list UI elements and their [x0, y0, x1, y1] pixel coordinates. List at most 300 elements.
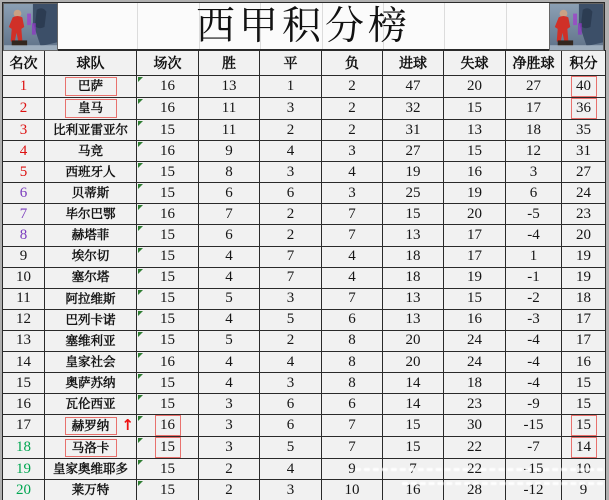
cell-rank-value: 16: [16, 395, 31, 412]
cell-draw: [260, 352, 322, 373]
cell-goal-diff: [506, 162, 562, 183]
cell-goal-diff: [506, 225, 562, 246]
cell-played: [137, 141, 199, 162]
cell-rank: [3, 162, 45, 183]
cell-win: [199, 141, 260, 162]
table-row: [3, 98, 606, 120]
footballer-photo-right-icon: [549, 3, 604, 51]
cell-loss-value: 2: [348, 78, 356, 94]
cell-goal-diff-value: -3: [527, 311, 540, 328]
cell-goal-diff-value: -4: [527, 332, 540, 349]
cell-played-value: 16: [160, 353, 175, 370]
cell-team-value: 比利亚雷亚尔: [52, 122, 128, 137]
cell-played-value: 15: [155, 437, 181, 458]
cell-draw: [260, 415, 322, 437]
cell-rank-value: 2: [19, 100, 28, 116]
cell-goals-for-value: 14: [405, 395, 421, 412]
cell-goals-against: [444, 162, 506, 183]
table-row: [3, 183, 606, 204]
table-row: [3, 394, 606, 415]
cell-draw-value: 3: [286, 290, 295, 307]
cell-rank-value: 8: [19, 227, 28, 244]
cell-goal-diff: [506, 309, 562, 330]
cell-played-value: 15: [160, 290, 175, 307]
cell-goals-against: [444, 352, 506, 373]
cell-points-value: 36: [571, 98, 597, 119]
cell-goals-for: [383, 204, 444, 225]
cell-played: [137, 76, 199, 98]
cell-goal-diff: [506, 98, 562, 120]
cell-rank-value: 4: [19, 142, 28, 159]
cell-draw-value: 2: [286, 332, 295, 349]
cell-draw-value: 4: [286, 142, 295, 159]
cell-points: [562, 437, 606, 459]
cell-goals-for-value: 13: [405, 227, 421, 244]
cell-goals-against: [444, 394, 506, 415]
table-row: [3, 288, 606, 309]
table-row: [3, 204, 606, 225]
cell-goals-against: [444, 120, 506, 141]
cell-win: [199, 373, 260, 394]
cell-played: [137, 225, 199, 246]
cell-goals-against: [444, 98, 506, 120]
cell-team: [45, 459, 137, 480]
cell-played: [137, 415, 199, 437]
cell-played: [137, 246, 199, 267]
cell-draw-value: 7: [286, 269, 295, 286]
column-header-win: 胜: [199, 51, 260, 76]
cell-rank-value: 11: [16, 290, 31, 307]
cell-points: [562, 183, 606, 204]
cell-played: [137, 437, 199, 459]
cell-team-value: 贝蒂斯: [71, 186, 110, 201]
cell-win: [199, 246, 260, 267]
cell-points-value: 14: [571, 437, 597, 458]
cell-win: [199, 162, 260, 183]
cell-played: [137, 394, 199, 415]
cell-goal-diff-value: 27: [526, 78, 541, 94]
cell-goal-diff-value: -15: [523, 460, 544, 477]
cell-rank-value: 13: [16, 332, 31, 349]
cell-played: [137, 162, 199, 183]
cell-goal-diff: [506, 288, 562, 309]
cell-goals-against: [444, 204, 506, 225]
cell-loss-value: 3: [348, 184, 356, 201]
cell-rank: [3, 120, 45, 141]
cell-goal-diff: [506, 267, 562, 288]
cell-rank: [3, 183, 45, 204]
cell-rank: [3, 204, 45, 225]
cell-loss-value: 8: [348, 332, 356, 349]
table-row: [3, 141, 606, 162]
cell-rank: [3, 394, 45, 415]
table-row: [3, 309, 606, 330]
cell-goal-diff-value: 1: [529, 248, 538, 265]
cell-goal-diff-value: 6: [529, 184, 538, 201]
cell-team: [45, 330, 137, 351]
cell-win-value: 5: [225, 290, 233, 307]
cell-played: [137, 204, 199, 225]
cell-win-value: 9: [225, 142, 233, 159]
cell-win-value: 3: [225, 439, 233, 456]
cell-team-value: 奥萨苏纳: [65, 375, 116, 390]
comment-triangle-icon: [138, 142, 143, 147]
cell-rank-value: 6: [19, 184, 28, 201]
cell-goals-against-value: 16: [467, 311, 482, 328]
cell-goals-for-value: 13: [405, 290, 421, 307]
cell-loss-value: 4: [348, 269, 356, 286]
cell-points-value: 24: [576, 184, 591, 201]
cell-loss-value: 10: [344, 481, 360, 498]
cell-goals-for: [383, 373, 444, 394]
cell-points: [562, 120, 606, 141]
cell-win-value: 6: [225, 227, 233, 244]
table-row: [3, 76, 606, 98]
cell-goal-diff-value: -9: [527, 395, 540, 412]
cell-played: [137, 288, 199, 309]
comment-triangle-icon: [138, 77, 143, 82]
cell-loss: [322, 480, 383, 500]
cell-win-value: 13: [221, 78, 237, 94]
footballer-photo-left-icon: [3, 3, 58, 51]
cell-loss: [322, 394, 383, 415]
cell-goals-for: [383, 437, 444, 459]
cell-played-value: 15: [160, 184, 175, 201]
cell-goals-for: [383, 246, 444, 267]
cell-win-value: 4: [225, 269, 233, 286]
cell-points-value: 17: [576, 311, 591, 328]
cell-played-value: 15: [160, 332, 175, 349]
cell-points: [562, 373, 606, 394]
cell-points: [562, 288, 606, 309]
cell-goals-against-value: 15: [467, 142, 482, 159]
cell-goal-diff: [506, 437, 562, 459]
cell-goals-for-value: 18: [405, 248, 421, 265]
cell-points: [562, 267, 606, 288]
cell-team: [45, 246, 137, 267]
cell-played: [137, 120, 199, 141]
cell-goal-diff: [506, 246, 562, 267]
cell-points-value: 23: [576, 205, 591, 222]
cell-points: [562, 141, 606, 162]
cell-loss-value: 7: [348, 290, 356, 307]
cell-win: [199, 352, 260, 373]
cell-goals-against: [444, 373, 506, 394]
table-row: [3, 267, 606, 288]
cell-team-value: 阿拉维斯: [65, 291, 116, 306]
column-header-goals-for: 进球: [383, 51, 444, 76]
cell-goal-diff: [506, 373, 562, 394]
cell-team: [45, 373, 137, 394]
comment-triangle-icon: [138, 460, 143, 465]
cell-win-value: 5: [225, 332, 233, 349]
cell-team-value: 巴列卡诺: [65, 312, 116, 327]
cell-goals-for-value: 47: [405, 78, 421, 94]
table-row: [3, 162, 606, 183]
cell-team: [45, 309, 137, 330]
cell-played-value: 16: [160, 205, 175, 222]
cell-rank-value: 3: [19, 121, 28, 138]
cell-team-value: 毕尔巴鄂: [65, 207, 116, 222]
cell-win-value: 4: [225, 311, 233, 328]
cell-rank-value: 9: [19, 248, 28, 265]
cell-loss-value: 7: [348, 439, 356, 456]
cell-goals-for: [383, 76, 444, 98]
cell-points: [562, 98, 606, 120]
cell-win-value: 11: [221, 121, 237, 138]
cell-team-value: 巴萨: [65, 77, 117, 96]
cell-draw: [260, 120, 322, 141]
cell-draw: [260, 204, 322, 225]
cell-win: [199, 76, 260, 98]
cell-goals-against-value: 18: [467, 374, 482, 391]
cell-loss-value: 2: [348, 121, 356, 138]
cell-team-value: 西班牙人: [65, 164, 116, 179]
cell-draw-value: 3: [286, 481, 295, 498]
cell-rank: [3, 437, 45, 459]
cell-rank: [3, 309, 45, 330]
cell-goals-for: [383, 288, 444, 309]
cell-goals-against: [444, 415, 506, 437]
cell-draw-value: 4: [286, 353, 295, 370]
cell-draw: [260, 141, 322, 162]
cell-goals-against: [444, 183, 506, 204]
column-header-goals-against: 失球: [444, 51, 506, 76]
cell-rank: [3, 288, 45, 309]
cell-played: [137, 330, 199, 351]
cell-goals-for: [383, 352, 444, 373]
cell-goals-against-value: 20: [467, 205, 482, 222]
cell-team-value: 莱万特: [71, 483, 110, 498]
cell-draw-value: 5: [286, 439, 295, 456]
cell-win: [199, 204, 260, 225]
cell-loss: [322, 373, 383, 394]
cell-played: [137, 267, 199, 288]
cell-loss-value: 6: [348, 311, 356, 328]
table-row: [3, 373, 606, 394]
cell-goals-against-value: 19: [467, 184, 482, 201]
cell-goal-diff-value: -15: [523, 417, 544, 434]
cell-rank: [3, 225, 45, 246]
cell-rank: [3, 330, 45, 351]
cell-loss-value: 4: [348, 248, 356, 265]
cell-team-value: 皇家奥维耶多: [52, 462, 128, 477]
cell-goals-for-value: 13: [405, 311, 421, 328]
up-arrow-icon: ↑: [121, 415, 134, 434]
cell-goals-for: [383, 415, 444, 437]
cell-loss: [322, 141, 383, 162]
cell-rank: [3, 98, 45, 120]
cell-win-value: 4: [225, 248, 233, 265]
cell-team-value: 塞维利亚: [65, 333, 116, 348]
cell-points: [562, 415, 606, 437]
cell-goals-for-value: 18: [405, 269, 421, 286]
cell-points: [562, 76, 606, 98]
cell-points-value: 35: [576, 121, 591, 138]
cell-win: [199, 415, 260, 437]
cell-goal-diff-value: -12: [523, 481, 544, 498]
cell-goals-for-value: 16: [405, 481, 421, 498]
cell-rank-value: 14: [16, 353, 31, 370]
cell-loss-value: 8: [348, 374, 356, 391]
cell-draw-value: 7: [286, 248, 295, 265]
cell-team: [45, 437, 137, 459]
cell-played-value: 15: [160, 227, 175, 244]
column-header-played: 场次: [137, 51, 199, 76]
cell-win-value: 3: [225, 417, 233, 434]
cell-points: [562, 162, 606, 183]
table-row: [3, 246, 606, 267]
cell-win: [199, 183, 260, 204]
cell-rank-value: 17: [16, 417, 31, 434]
comment-triangle-icon: [138, 269, 143, 274]
cell-goals-for-value: 32: [405, 100, 421, 116]
cell-loss: [322, 246, 383, 267]
cell-draw: [260, 437, 322, 459]
cell-win-value: 4: [225, 353, 233, 370]
cell-goals-against: [444, 225, 506, 246]
cell-played: [137, 98, 199, 120]
cell-points: [562, 352, 606, 373]
cell-team-value: 皇家社会: [65, 354, 116, 369]
cell-draw-value: 1: [286, 78, 295, 94]
cell-win: [199, 225, 260, 246]
cell-goals-for-value: 25: [405, 184, 421, 201]
cell-played-value: 15: [160, 374, 175, 391]
cell-draw-value: 6: [286, 417, 295, 434]
cell-loss: [322, 415, 383, 437]
cell-goal-diff: [506, 415, 562, 437]
cell-goal-diff-value: -2: [527, 290, 540, 307]
cell-win: [199, 437, 260, 459]
table-row: [3, 352, 606, 373]
cell-rank: [3, 76, 45, 98]
column-header-rank: 名次: [3, 51, 45, 76]
cell-goals-against-value: 17: [467, 227, 482, 244]
comment-triangle-icon: [138, 311, 143, 316]
cell-win: [199, 98, 260, 120]
cell-goal-diff-value: -4: [527, 374, 540, 391]
cell-goals-against-value: 15: [467, 100, 482, 116]
cell-goal-diff-value: -4: [527, 227, 540, 244]
cell-goals-for: [383, 267, 444, 288]
cell-team: [45, 394, 137, 415]
cell-loss-value: 4: [348, 163, 356, 180]
cell-rank-value: 7: [19, 205, 28, 222]
cell-draw-value: 2: [286, 205, 295, 222]
cell-rank-value: 20: [16, 481, 31, 498]
standings-sheet: [2, 2, 605, 497]
cell-win-value: 2: [225, 460, 233, 477]
cell-rank: [3, 246, 45, 267]
cell-draw-value: 6: [286, 395, 295, 412]
cell-win-value: 3: [225, 395, 233, 412]
cell-rank: [3, 267, 45, 288]
cell-goals-for-value: 15: [405, 417, 421, 434]
cell-goal-diff: [506, 76, 562, 98]
cell-goals-for-value: 15: [405, 205, 421, 222]
cell-goals-for: [383, 141, 444, 162]
cell-played-value: 16: [155, 415, 181, 436]
cell-loss: [322, 120, 383, 141]
cell-rank: [3, 352, 45, 373]
cell-goals-for: [383, 183, 444, 204]
cell-goal-diff-value: -5: [527, 205, 540, 222]
cell-goal-diff-value: 18: [526, 121, 541, 138]
cell-win: [199, 288, 260, 309]
cell-rank-value: 19: [16, 460, 31, 477]
cell-played: [137, 352, 199, 373]
comment-triangle-icon: [138, 332, 143, 337]
cell-loss-value: 6: [348, 395, 356, 412]
cell-played-value: 16: [160, 142, 175, 159]
cell-goals-for-value: 20: [405, 353, 421, 370]
cell-team: [45, 288, 137, 309]
cell-points: [562, 330, 606, 351]
cell-loss: [322, 330, 383, 351]
cell-goals-against-value: 17: [467, 248, 482, 265]
cell-loss: [322, 204, 383, 225]
cell-goals-against: [444, 246, 506, 267]
cell-win-value: 7: [225, 205, 233, 222]
cell-goal-diff-value: -4: [527, 353, 540, 370]
cell-win: [199, 267, 260, 288]
cell-team-value: 赫塔菲: [71, 228, 110, 243]
cell-loss-value: 7: [348, 227, 356, 244]
cell-draw-value: 3: [286, 163, 295, 180]
cell-team: [45, 204, 137, 225]
cell-goals-against-value: 19: [467, 269, 482, 286]
cell-team: [45, 141, 137, 162]
cell-goals-against-value: 24: [467, 332, 482, 349]
cell-goal-diff: [506, 120, 562, 141]
cell-draw-value: 3: [286, 100, 295, 116]
table-row: [3, 120, 606, 141]
cell-team: [45, 352, 137, 373]
cell-win: [199, 330, 260, 351]
comment-triangle-icon: [138, 205, 143, 210]
cell-goals-against-value: 15: [467, 290, 482, 307]
cell-goal-diff: [506, 394, 562, 415]
cell-win-value: 2: [225, 481, 233, 498]
cell-rank-value: 1: [19, 78, 28, 94]
cell-points-value: 17: [576, 332, 591, 349]
table-row: [3, 415, 606, 437]
cell-points-value: 15: [571, 415, 597, 436]
cell-loss: [322, 267, 383, 288]
cell-team-value: 马洛卡: [65, 439, 117, 458]
cell-goals-against: [444, 141, 506, 162]
cell-team-value: 马竞: [77, 143, 103, 158]
standings-body: [3, 76, 606, 500]
column-header-team: 球队: [45, 51, 137, 76]
comment-triangle-icon: [138, 163, 143, 168]
cell-points-value: 15: [576, 395, 591, 412]
cell-goal-diff: [506, 352, 562, 373]
cell-draw-value: 4: [286, 460, 295, 477]
cell-played-value: 15: [160, 395, 175, 412]
comment-triangle-icon: [138, 121, 143, 126]
cell-loss-value: 7: [348, 417, 356, 434]
cell-win-value: 6: [225, 184, 233, 201]
cell-goals-for-value: 20: [405, 332, 421, 349]
cell-goals-for-value: 15: [405, 439, 421, 456]
cell-goals-against-value: 28: [467, 481, 482, 498]
cell-team-value: 埃尔切: [71, 249, 110, 264]
cell-goal-diff: [506, 183, 562, 204]
cell-loss-value: 8: [348, 353, 356, 370]
comment-triangle-icon: [138, 248, 143, 253]
